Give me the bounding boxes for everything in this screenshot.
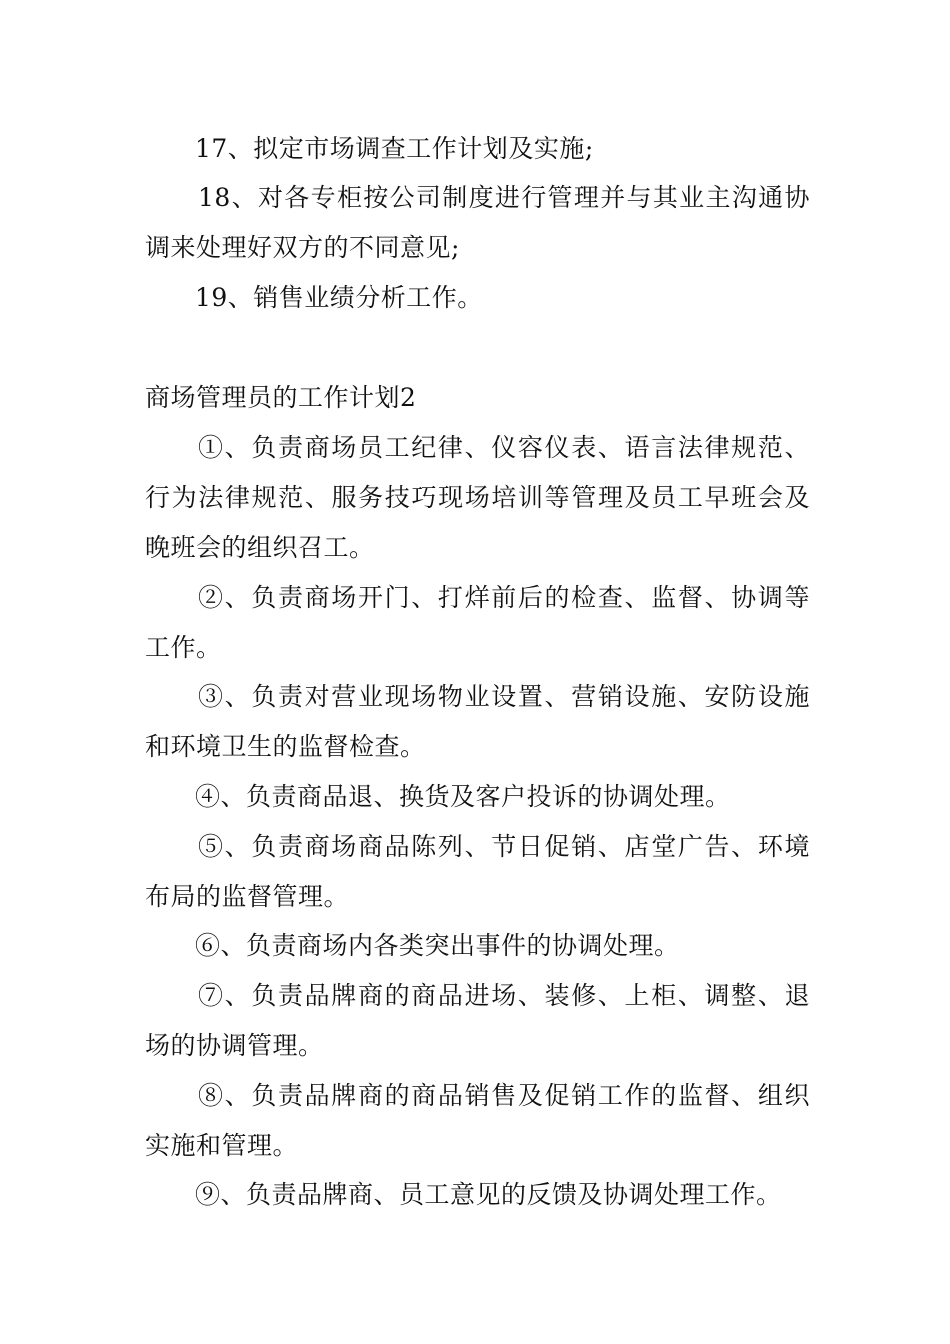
section-heading: 商场管理员的工作计划2	[145, 383, 417, 412]
duty-3-line-1: ③、负责对营业现场物业设置、营销设施、安防设施	[198, 682, 810, 711]
duty-9: ⑨、负责品牌商、员工意见的反馈及协调处理工作。	[195, 1180, 782, 1209]
item-18-line-1: 18、对各专柜按公司制度进行管理并与其业主沟通协	[198, 183, 810, 212]
duty-2-line-2: 工作。	[145, 633, 222, 662]
item-17: 17、拟定市场调查工作计划及实施;	[195, 134, 594, 163]
duty-1-line-2: 行为法律规范、服务技巧现场培训等管理及员工早班会及	[145, 483, 810, 512]
duty-8-line-2: 实施和管理。	[145, 1131, 299, 1160]
duty-3-line-2: 和环境卫生的监督检查。	[145, 732, 426, 761]
item-18-line-2: 调来处理好双方的不同意见;	[145, 233, 460, 262]
duty-7-line-1: ⑦、负责品牌商的商品进场、装修、上柜、调整、退	[198, 981, 810, 1010]
duty-6: ⑥、负责商场内各类突出事件的协调处理。	[195, 931, 680, 960]
duty-5-line-1: ⑤、负责商场商品陈列、节日促销、店堂广告、环境	[198, 832, 810, 861]
duty-1-line-1: ①、负责商场员工纪律、仪容仪表、语言法律规范、	[198, 433, 810, 462]
duty-4: ④、负责商品退、换货及客户投诉的协调处理。	[195, 782, 731, 811]
duty-7-line-2: 场的协调管理。	[145, 1031, 324, 1060]
duty-1-line-3: 晚班会的组织召工。	[145, 533, 375, 562]
item-19: 19、销售业绩分析工作。	[195, 283, 483, 312]
duty-8-line-1: ⑧、负责品牌商的商品销售及促销工作的监督、组织	[198, 1081, 810, 1110]
duty-5-line-2: 布局的监督管理。	[145, 882, 350, 911]
duty-2-line-1: ②、负责商场开门、打烊前后的检查、监督、协调等	[198, 583, 810, 612]
